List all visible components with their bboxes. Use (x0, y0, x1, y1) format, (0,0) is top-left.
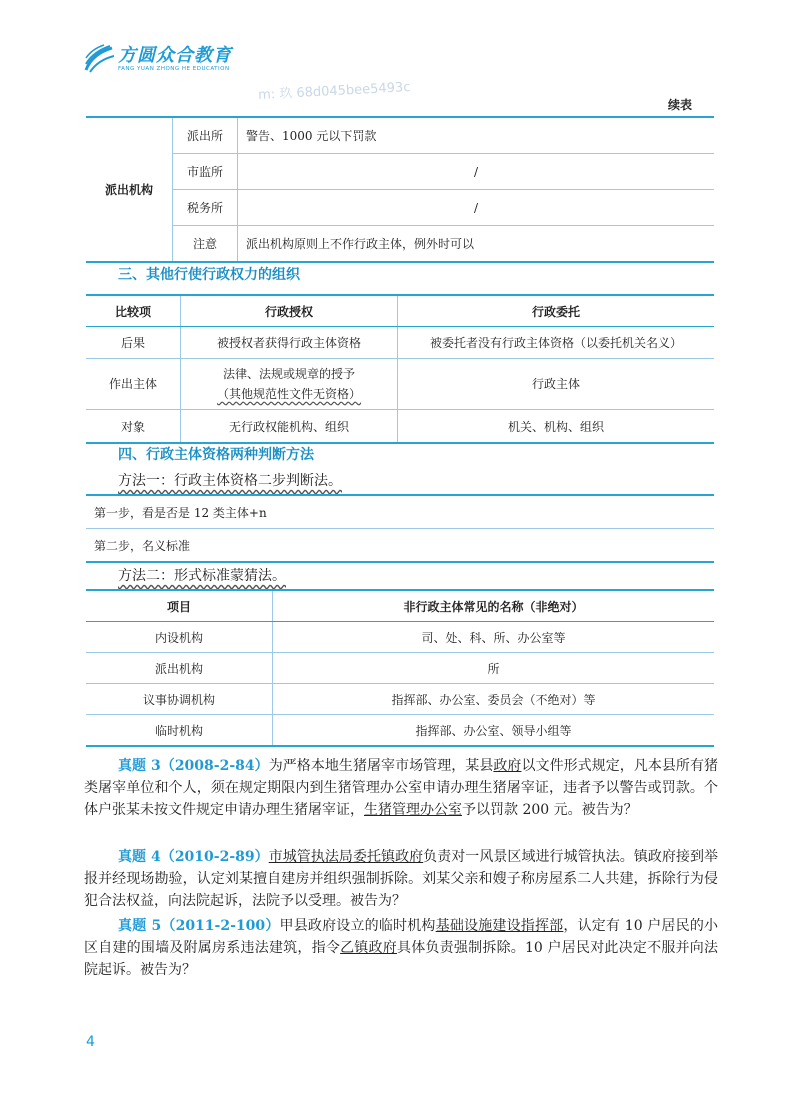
table-row (86, 495, 714, 529)
question-underlined: 生猪管理办公室 (364, 802, 462, 818)
question-text: 予以罚款 200 元。被告为？ (462, 802, 638, 818)
logo-name-en: FANG YUAN ZHONG HE EDUCATION (118, 66, 230, 72)
logo-name-cn: 方圆众合教育 (118, 45, 232, 66)
table-row (86, 327, 714, 359)
section-heading: 四、行政主体资格两种判断方法 (118, 447, 314, 463)
continued-label: 续表 (667, 98, 692, 112)
table-row (86, 154, 714, 190)
question-text: 甲县政府设立的临时机构 (279, 918, 436, 934)
cell: 司、处、科、所、办公室等 (273, 622, 715, 653)
table-row (86, 190, 714, 226)
brand-logo (84, 44, 232, 74)
question-label: 真题 5（2011-2-100） (118, 918, 280, 934)
question-underlined: 乙镇政府 (340, 940, 397, 956)
method-title: 方法二：形式标准蒙猜法。 (118, 568, 286, 584)
row-value: / (238, 154, 715, 190)
table-row (86, 715, 714, 747)
question-text: 负责对一风景区域进行城管执法。镇政府接到举报并经现场勘验，认定刘某擅自建房并组织强制拆除。刘某父亲和嫂子称房屋系二人共建，拆除行为侵犯合法权益，向法院起诉，法院予以受理。被告为？ (84, 849, 718, 909)
table-row (86, 684, 714, 715)
question-underlined: 政府 (493, 758, 522, 774)
column-header: 行政授权 (181, 295, 398, 327)
question-text: 具体负责强制拆除。10 户居民对此决定不服并向法院起诉。被告为？ (84, 940, 719, 978)
step-text: 第二步，名义标准 (86, 529, 714, 563)
cell: 行政主体 (398, 359, 715, 410)
exam-question (84, 846, 718, 912)
section-heading: 三、其他行使行政权力的组织 (118, 267, 300, 283)
row-value: 警告、1000 元以下罚款 (238, 117, 715, 154)
method-title: 方法一：行政主体资格二步判断法。 (118, 473, 342, 489)
question-label: 真题 3（2008-2-84） (118, 758, 269, 774)
question-label: 真题 4（2010-2-89） (118, 849, 269, 865)
cell: 作出主体 (86, 359, 181, 410)
table-row (86, 622, 714, 653)
cell: 议事协调机构 (86, 684, 273, 715)
row-label: 市监所 (173, 154, 238, 190)
cell: 临时机构 (86, 715, 273, 747)
exam-question (84, 915, 718, 981)
table-header-row (86, 590, 714, 622)
cell: 机关、机构、组织 (398, 410, 715, 444)
watermark: m: 玖 68d045bee5493c (257, 80, 411, 103)
cell: 所 (273, 653, 715, 684)
row-label: 派出所 (173, 117, 238, 154)
cell: 后果 (86, 327, 181, 359)
agency-table (86, 116, 714, 263)
column-header: 比较项 (86, 295, 181, 327)
cell: 被授权者获得行政主体资格 (181, 327, 398, 359)
step-text: 第一步，看是否是 12 类主体+n (86, 495, 714, 529)
cell: 指挥部、办公室、领导小组等 (273, 715, 715, 747)
exam-question (84, 755, 718, 821)
question-underlined: 市城管执法局委托镇政府 (268, 849, 424, 865)
column-header: 行政委托 (398, 295, 715, 327)
question-underlined: 基础设施建设指挥部 (435, 918, 564, 934)
cell-line: （其他规范性文件无资格） (216, 387, 361, 401)
cell: 对象 (86, 410, 181, 444)
agency-group-label: 派出机构 (86, 117, 173, 262)
cell: 无行政权能机构、组织 (181, 410, 398, 444)
row-label: 税务所 (173, 190, 238, 226)
cell: 派出机构 (86, 653, 273, 684)
table-row (86, 410, 714, 444)
table-row (86, 529, 714, 563)
row-value: / (238, 190, 715, 226)
table-row (86, 653, 714, 684)
name-pattern-table (86, 589, 714, 747)
row-label: 注意 (173, 226, 238, 263)
question-text: 以文件形式规定，凡本县所有猪类屠宰单位和个人，须在规定期限内到生猪管理办公室申请办理生猪屠宰证，违者予以警告或罚款。个体户张某未按文件规定申请办理生猪屠宰证， (84, 758, 719, 818)
cell: 内设机构 (86, 622, 273, 653)
question-text: 为严格本地生猪屠宰市场管理，某县 (268, 758, 494, 774)
column-header: 非行政主体常见的名称（非绝对） (273, 590, 715, 622)
table-row (86, 226, 714, 263)
question-text: ，认定有 10 户居民的小区自建的围墙及附属房系违法建筑，指令 (84, 918, 719, 956)
cell: 指挥部、办公室、委员会（不绝对）等 (273, 684, 715, 715)
column-header: 项目 (86, 590, 273, 622)
table-row (86, 117, 714, 154)
table-row (86, 359, 714, 410)
cell (181, 359, 398, 410)
row-value: 派出机构原则上不作行政主体，例外时可以 (238, 226, 715, 263)
logo-wave-icon (84, 44, 114, 74)
authorization-compare-table (86, 294, 714, 444)
cell: 被委托者没有行政主体资格（以委托机关名义） (398, 327, 715, 359)
page-number: 4 (86, 1034, 95, 1050)
cell-line: 法律、法规或规章的授予 (222, 367, 355, 381)
table-header-row (86, 295, 714, 327)
steps-table (86, 494, 714, 563)
